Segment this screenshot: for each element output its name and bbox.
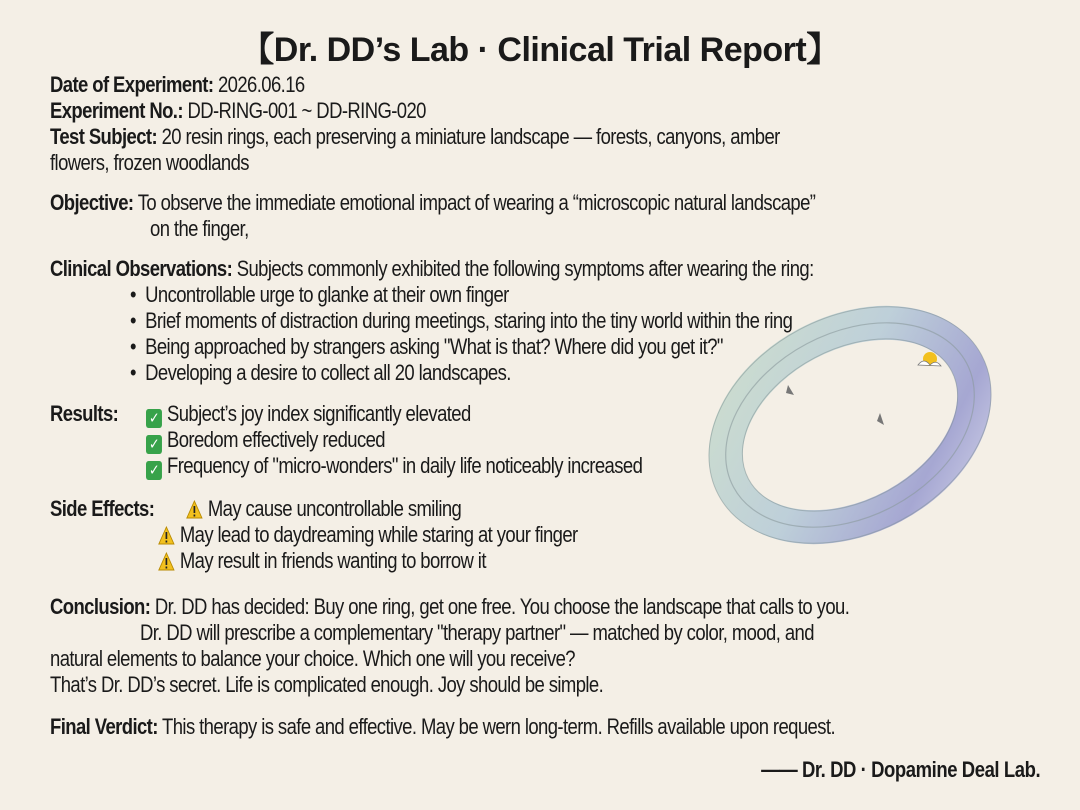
- subject-label: Test Subject:: [50, 124, 158, 149]
- side-effects-label: Side Effects:: [50, 496, 155, 521]
- objective-text-line2: on the finger,: [150, 216, 249, 241]
- observation-item: • Being approached by strangers asking "What is that? Where did you get it?": [130, 334, 723, 359]
- conclusion-line2: Dr. DD will prescribe a complementary "therapy partner" — matched by color, mood, and: [140, 620, 814, 645]
- observation-item: • Brief moments of distraction during meetings, staring into the tiny world within the ring: [130, 308, 793, 333]
- bullet-icon: •: [130, 282, 136, 307]
- date-value: 2026.06.16: [217, 72, 305, 97]
- side-effect-item: May cause uncontrollable smiling: [186, 496, 461, 522]
- date-label: Date of Experiment:: [50, 72, 214, 97]
- observations-row: [50, 256, 814, 282]
- conclusion-row: [50, 594, 849, 620]
- experiment-value: DD-RING-001 ~ DD-RING-020: [187, 98, 426, 123]
- subject-row: [50, 124, 780, 150]
- experiment-row: [50, 98, 426, 124]
- results-label: Results:: [50, 401, 119, 426]
- side-effects-row: [50, 496, 154, 522]
- subject-text-line2: flowers, frozen woodlands: [50, 150, 249, 175]
- check-icon: ✓: [146, 435, 162, 454]
- warning-icon: [158, 526, 175, 545]
- experiment-label: Experiment No.:: [50, 98, 183, 123]
- verdict-label: Final Verdict:: [50, 714, 158, 739]
- bullet-icon: •: [130, 308, 136, 333]
- observation-item: • Developing a desire to collect all 20 landscapes.: [130, 360, 511, 385]
- report-title: 【Dr. DD’s Lab · Clinical Trial Report】: [240, 31, 840, 69]
- observations-label: Clinical Observations:: [50, 256, 233, 281]
- check-icon: ✓: [146, 461, 162, 480]
- signature: —— Dr. DD · Dopamine Deal Lab.: [760, 757, 1040, 782]
- verdict-text: This therapy is safe and effective. May be wern long-term. Refills available upon request.: [162, 714, 836, 739]
- bullet-icon: •: [130, 334, 136, 359]
- bullet-icon: •: [130, 360, 136, 385]
- results-row: [50, 401, 118, 427]
- verdict-row: [50, 714, 835, 740]
- side-effect-item: May lead to daydreaming while staring at your finger: [158, 522, 578, 548]
- conclusion-line1: Dr. DD has decided: Buy one ring, get one free. You choose the landscape that calls to you.: [154, 594, 850, 619]
- objective-text-line1: To observe the immediate emotional impact of wearing a “microscopic natural landscape”: [137, 190, 816, 215]
- result-item: ✓ Frequency of "micro-wonders" in daily life noticeably increased: [146, 453, 642, 480]
- objective-label: Objective:: [50, 190, 134, 215]
- side-effect-item: May result in friends wanting to borrow it: [158, 548, 486, 574]
- conclusion-line4: That’s Dr. DD’s secret. Life is complicated enough. Joy should be simple.: [50, 672, 604, 697]
- result-item: ✓ Subject’s joy index significantly elevated: [146, 401, 471, 428]
- tiny-landscape-icon: [786, 352, 941, 425]
- warning-icon: [158, 552, 175, 571]
- observations-intro: Subjects commonly exhibited the following symptoms after wearing the ring:: [236, 256, 814, 281]
- date-row: [50, 72, 305, 98]
- warning-icon: [186, 500, 203, 519]
- check-icon: ✓: [146, 409, 162, 428]
- result-item: ✓ Boredom effectively reduced: [146, 427, 385, 454]
- observation-item: • Uncontrollable urge to glanke at their own finger: [130, 282, 509, 307]
- subject-text-line1: 20 resin rings, each preserving a miniature landscape — forests, canyons, amber: [161, 124, 780, 149]
- conclusion-label: Conclusion:: [50, 594, 151, 619]
- conclusion-line3: natural elements to balance your choice. Which one will you receive?: [50, 646, 575, 671]
- objective-row: [50, 190, 815, 216]
